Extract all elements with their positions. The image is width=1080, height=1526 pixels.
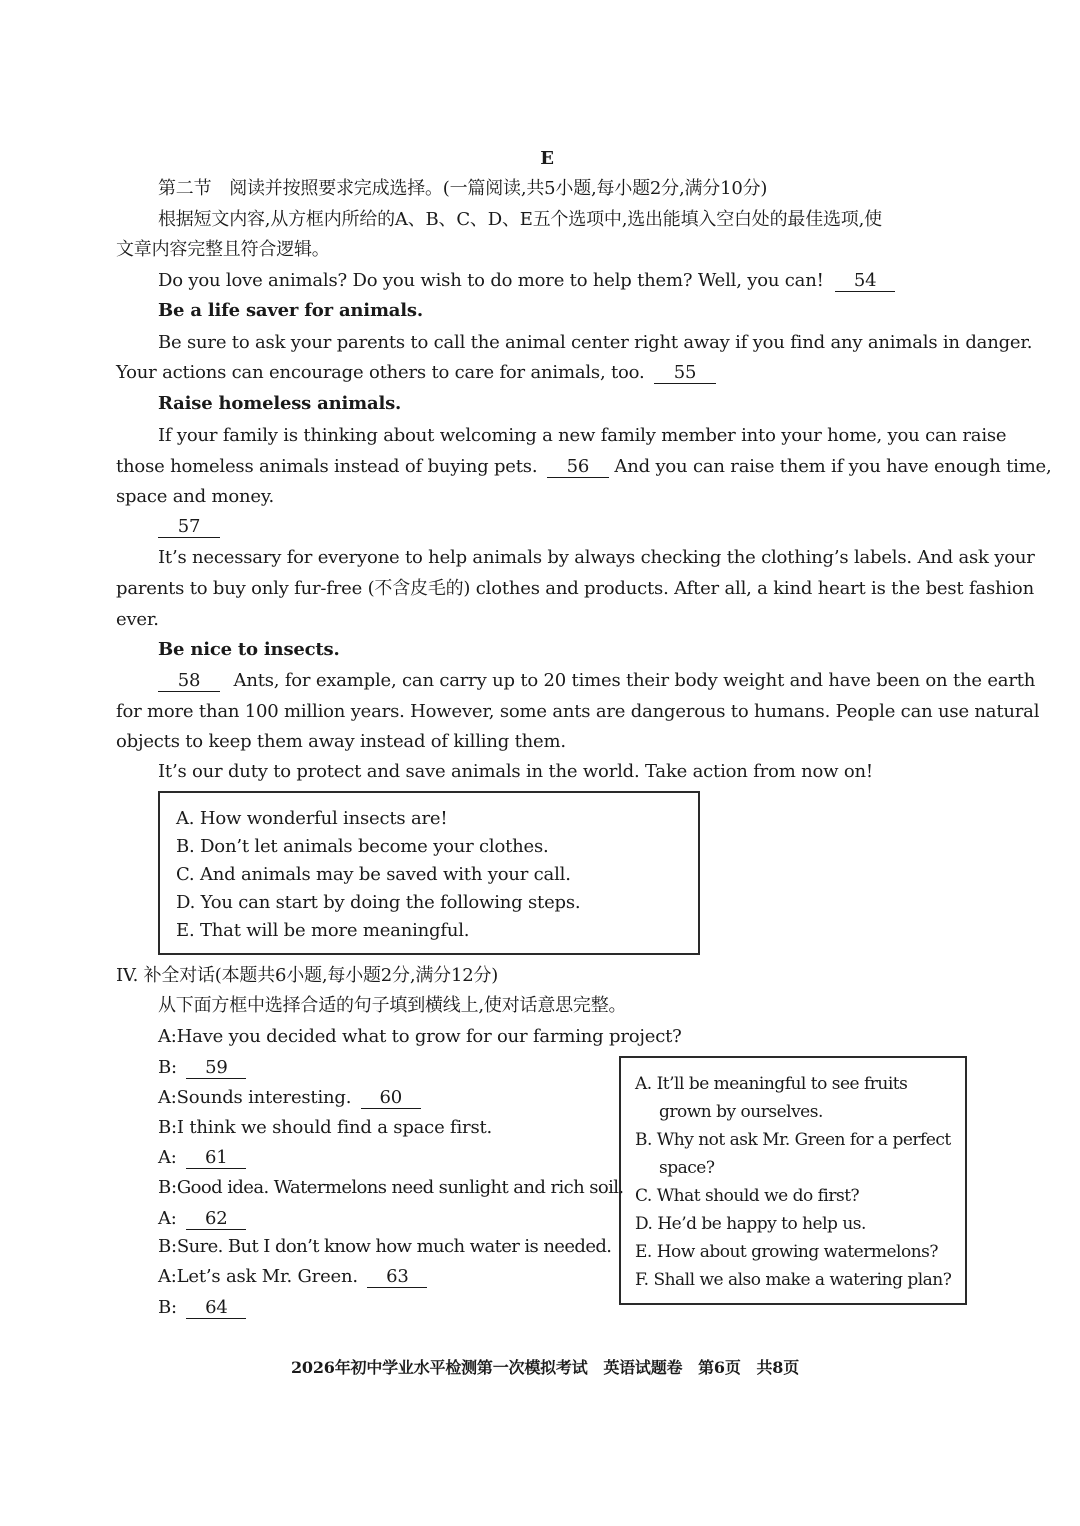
dialogue-option-c: C. What should we do first?: [635, 1186, 860, 1206]
blank-57: 57: [158, 517, 220, 538]
blank-60: 60: [361, 1088, 421, 1109]
speaker-label: A:: [158, 1266, 177, 1287]
speaker-label: A:: [158, 1147, 177, 1168]
speaker-label: A:: [158, 1026, 177, 1047]
reading-options-box: [158, 791, 700, 955]
passage-paragraph-3-line3: space and money.: [116, 486, 274, 507]
blank-58: 58: [158, 671, 220, 692]
passage-paragraph-4-line3: ever.: [116, 609, 159, 630]
blank-64: 64: [186, 1298, 246, 1319]
speaker-label: A:: [158, 1087, 177, 1108]
dialogue-line-9: [158, 1266, 427, 1288]
passage-paragraph-2-line2: [116, 362, 716, 384]
reading-option-c: C. And animals may be saved with your call.: [176, 864, 571, 885]
dialogue-line-3: [158, 1087, 421, 1109]
part2-heading: 第二节 阅读并按照要求完成选择。(一篇阅读,共5小题,每小题2分,满分10分): [158, 178, 768, 199]
dialogue-options-box: [619, 1056, 967, 1305]
page-footer: 2026年初中学业水平检测第一次模拟考试 英语试题卷 第6页 共8页: [291, 1358, 799, 1377]
subheading-insects: Be nice to insects.: [158, 639, 340, 660]
speaker-label: B:: [158, 1117, 177, 1138]
paragraph-text: Your actions can encourage others to care for animals, too.: [116, 362, 645, 383]
dialogue-text: Good idea. Watermelons need sunlight and rich soil.: [176, 1177, 624, 1198]
dialogue-option-f: F. Shall we also make a watering plan?: [635, 1270, 952, 1290]
reading-option-d: D. You can start by doing the following steps.: [176, 892, 581, 913]
reading-option-a: A. How wonderful insects are!: [176, 808, 448, 829]
passage-paragraph-6: It’s our duty to protect and save animals in the world. Take action from now on!: [158, 761, 873, 782]
blank-61: 61: [186, 1148, 246, 1169]
dialogue-option-b-line2: space?: [659, 1158, 715, 1178]
paragraph-text: those homeless animals instead of buying pets.: [116, 456, 538, 477]
dialogue-line-7: [158, 1208, 246, 1230]
dialogue-option-a-line1: A. It’ll be meaningful to see fruits: [635, 1074, 908, 1094]
blank-55: 55: [654, 363, 716, 384]
dialogue-line-8: [158, 1236, 611, 1258]
dialogue-line-10: [158, 1297, 246, 1319]
passage-paragraph-1: [158, 270, 895, 292]
paragraph-text: Do you love animals? Do you wish to do more to help them? Well, you can!: [158, 270, 824, 291]
section-letter: E: [540, 148, 554, 169]
subheading-homeless-animals: Raise homeless animals.: [158, 393, 402, 414]
part2-instruction-line2: 文章内容完整且符合逻辑。: [116, 239, 330, 260]
speaker-label: B:: [158, 1236, 177, 1257]
dialogue-option-a-line2: grown by ourselves.: [659, 1102, 823, 1122]
dialogue-text: I think we should find a space first.: [176, 1117, 493, 1138]
speaker-label: B:: [158, 1057, 177, 1078]
blank-56: 56: [547, 457, 609, 478]
speaker-label: B:: [158, 1297, 177, 1318]
blank-54: 54: [835, 271, 895, 292]
passage-paragraph-5-line1: [158, 670, 1035, 692]
reading-option-e: E. That will be more meaningful.: [176, 920, 470, 941]
part4-instruction: 从下面方框中选择合适的句子填到横线上,使对话意思完整。: [158, 995, 627, 1016]
passage-paragraph-3-line1: If your family is thinking about welcoming a new family member into your home, you can raise: [158, 425, 1007, 446]
speaker-label: A:: [158, 1208, 177, 1229]
passage-paragraph-5-line2: for more than 100 million years. However, some ants are dangerous to humans. People can use natural: [116, 701, 1040, 722]
passage-paragraph-4-line1: It’s necessary for everyone to help animals by always checking the clothing’s labels. And ask your: [158, 547, 1035, 568]
part2-instruction-line1: 根据短文内容,从方框内所给的A、B、C、D、E五个选项中,选出能填入空白处的最佳选项,使: [158, 209, 882, 230]
dialogue-text: Have you decided what to grow for our farming project?: [176, 1026, 682, 1047]
passage-paragraph-3-line2: [116, 456, 1052, 478]
paragraph-text: Ants, for example, can carry up to 20 times their body weight and have been on the earth: [233, 670, 1036, 691]
passage-blank-57-line: [158, 516, 220, 538]
dialogue-option-b-line1: B. Why not ask Mr. Green for a perfect: [635, 1130, 951, 1150]
passage-paragraph-2-line1: Be sure to ask your parents to call the animal center right away if you find any animals in danger.: [158, 332, 1033, 353]
passage-paragraph-5-line3: objects to keep them away instead of killing them.: [116, 731, 566, 752]
dialogue-text: Sure. But I don’t know how much water is needed.: [176, 1236, 612, 1257]
dialogue-line-4: [158, 1117, 492, 1139]
part4-heading: IV. 补全对话(本题共6小题,每小题2分,满分12分): [116, 965, 499, 986]
dialogue-option-d: D. He’d be happy to help us.: [635, 1214, 866, 1234]
reading-option-b: B. Don’t let animals become your clothes.: [176, 836, 549, 857]
blank-62: 62: [186, 1209, 246, 1230]
paragraph-text: And you can raise them if you have enough time,: [614, 456, 1052, 477]
dialogue-line-1: [158, 1026, 682, 1048]
dialogue-line-5: [158, 1147, 246, 1169]
dialogue-line-2: [158, 1057, 246, 1079]
dialogue-text: Let’s ask Mr. Green.: [176, 1266, 358, 1287]
dialogue-option-e: E. How about growing watermelons?: [635, 1242, 938, 1262]
blank-59: 59: [186, 1058, 246, 1079]
dialogue-text: Sounds interesting.: [176, 1087, 352, 1108]
blank-63: 63: [367, 1267, 427, 1288]
subheading-life-saver: Be a life saver for animals.: [158, 300, 423, 321]
speaker-label: B:: [158, 1177, 177, 1198]
passage-paragraph-4-line2: parents to buy only fur-free (不含皮毛的) clothes and products. After all, a kind heart is the best fashion: [116, 578, 1034, 599]
dialogue-line-6: [158, 1177, 624, 1199]
